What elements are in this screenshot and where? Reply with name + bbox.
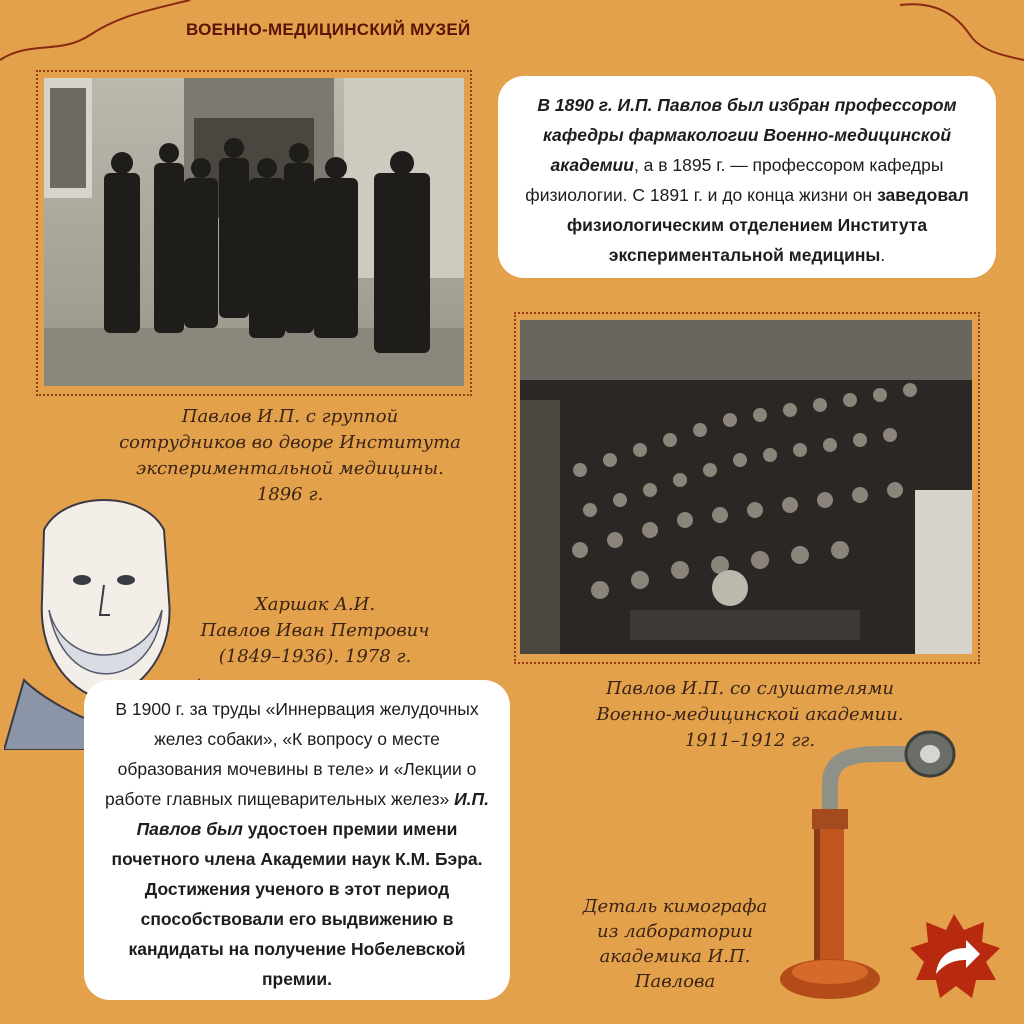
card-bottom-text-3: удостоен премии имени почетного члена Академии наук К.М. Бэра. Достижения ученого в этот период способствовали его выдвижению в кандидаты на получение Нобелевской премии.	[111, 819, 483, 989]
caption-line: из лаборатории	[596, 921, 753, 942]
text-card-bottom	[84, 680, 510, 1000]
caption-line: Военно-медицинской академии.	[596, 704, 904, 725]
caption-line: академика И.П.	[599, 946, 751, 967]
caption-line: Павлов И.П. с группой	[181, 406, 399, 427]
decorative-curve-right	[900, 0, 1024, 70]
caption-line: (1849–1936). 1978 г.	[218, 646, 412, 667]
card-top-text-2: , а в 1895 г. — профессором кафедры физиологии. С 1891 г. и до конца жизни он	[525, 155, 944, 205]
caption-line: Павлов И.П. со слушателями	[606, 678, 894, 699]
museum-title: ВОЕННО-МЕДИЦИНСКИЙ МУЗЕЙ	[186, 20, 471, 39]
photo-pavlov-with-staff	[44, 78, 464, 386]
kymograph-caption	[550, 894, 800, 994]
caption-line: сотрудников во дворе Института	[119, 432, 461, 453]
caption-line: 1911–1912 гг.	[684, 730, 816, 751]
share-arrow-icon[interactable]	[906, 912, 1002, 1000]
caption-line: Харшак А.И.	[254, 594, 376, 615]
card-bottom-text-2: И.П. Павлов был	[136, 789, 489, 839]
text-card-top	[498, 76, 996, 278]
photo-pavlov-with-students	[520, 320, 972, 654]
portrait-caption	[170, 592, 460, 670]
card-top-text-3: заведовал физиологическим отделением Института экспериментальной медицины	[566, 185, 969, 265]
card-bottom-text-1: В 1900 г. за труды «Иннервация желудочных желез собаки», «К вопросу о месте образования мочевины в теле» и «Лекции о работе главных пищеварительных желез»	[105, 699, 479, 809]
card-top-text-1: В 1890 г. И.П. Павлов был избран профессором кафедры фармакологии Военно-медицинской академии	[537, 95, 957, 175]
caption-line: Павлов Иван Петрович	[200, 620, 430, 641]
decorative-curve-left	[0, 0, 200, 80]
card-top-text-4: .	[880, 245, 886, 265]
caption-line: 1896 г.	[256, 484, 324, 505]
caption-line: экспериментальной медицины.	[136, 458, 444, 479]
caption-line: Павлова	[634, 971, 716, 992]
caption-line: Деталь кимографа	[582, 896, 768, 917]
